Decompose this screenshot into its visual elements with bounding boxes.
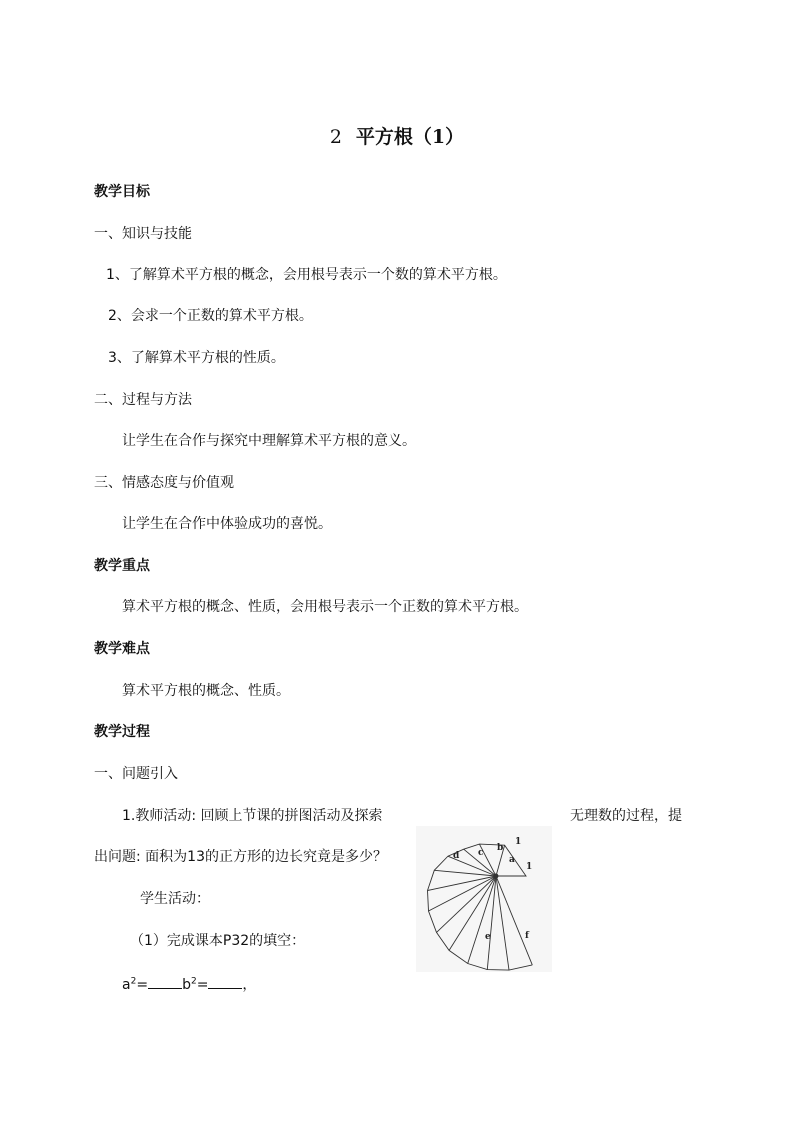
question-text: 出问题: 面积为13的正方形的边长究竟是多少？ xyxy=(94,849,387,865)
figure-background xyxy=(416,826,552,972)
label-f: f xyxy=(525,931,529,941)
var-b: b xyxy=(182,977,191,993)
equals-sign: = xyxy=(196,977,209,993)
title-number: 2 xyxy=(329,126,342,148)
label-a: a xyxy=(509,855,515,865)
key-points-text: 算术平方根的概念、性质，会用根号表示一个正数的算术平方根。 xyxy=(122,599,528,615)
teacher-activity-text: 1.教师活动: 回顾上节课的拼图活动及探索 xyxy=(122,808,383,824)
section-knowledge: 一、知识与技能 xyxy=(94,226,192,242)
teacher-activity-text-cont: 无理数的过程，提 xyxy=(570,808,682,824)
label-e: e xyxy=(485,932,491,942)
page-title xyxy=(0,122,794,149)
label-1-right: 1 xyxy=(526,862,533,872)
section-attitude: 三、情感态度与价值观 xyxy=(94,475,234,491)
exponent: 2 xyxy=(130,976,137,987)
process-text: 让学生在合作与探究中理解算术平方根的意义。 xyxy=(122,433,416,449)
spiral-figure xyxy=(416,826,552,972)
equals-sign: = xyxy=(136,977,149,993)
comma: ， xyxy=(242,977,257,993)
answer-blank-b[interactable] xyxy=(208,974,242,989)
var-a: a xyxy=(122,977,131,993)
goal-item-3: 3、了解算术平方根的性质。 xyxy=(108,350,285,366)
student-activity-label: 学生活动： xyxy=(140,891,210,907)
answer-blank-a[interactable] xyxy=(148,974,182,989)
title-text: 平方根（1） xyxy=(355,126,465,148)
difficulties-text: 算术平方根的概念、性质。 xyxy=(122,683,290,699)
heading-process: 教学过程 xyxy=(94,724,150,740)
spiral-center xyxy=(494,874,498,878)
fill-blank-line xyxy=(122,974,256,994)
label-c: c xyxy=(478,848,484,858)
label-b: b xyxy=(497,843,504,853)
exponent: 2 xyxy=(190,976,197,987)
section-process: 二、过程与方法 xyxy=(94,392,192,408)
label-d: d xyxy=(453,851,460,861)
goal-item-2: 2、会求一个正数的算术平方根。 xyxy=(108,308,313,324)
exercise-instruction: （1）完成课本P32的填空： xyxy=(130,933,306,949)
label-1-top: 1 xyxy=(515,837,522,847)
heading-difficulties: 教学难点 xyxy=(94,641,150,657)
goal-item-1: 1、了解算术平方根的概念，会用根号表示一个数的算术平方根。 xyxy=(106,267,507,283)
heading-goals: 教学目标 xyxy=(94,184,150,200)
heading-key-points: 教学重点 xyxy=(94,558,150,574)
attitude-text: 让学生在合作中体验成功的喜悦。 xyxy=(122,516,332,532)
section-intro: 一、问题引入 xyxy=(94,766,178,782)
